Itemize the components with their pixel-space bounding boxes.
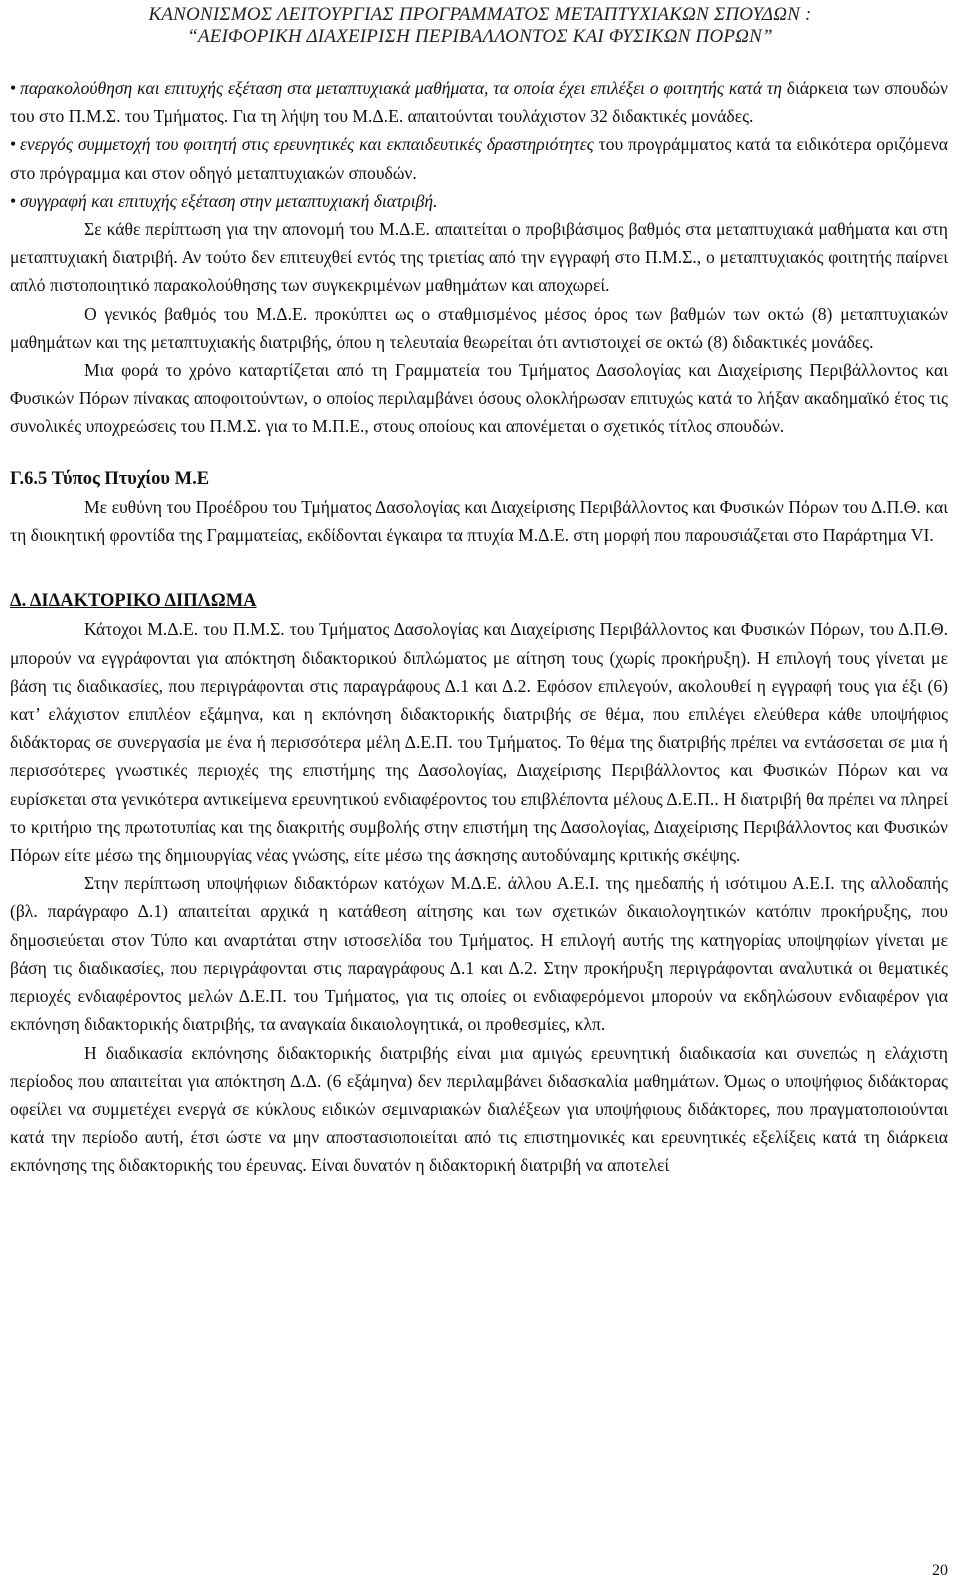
bullet-item: • παρακολούθηση και επιτυχής εξέταση στα μεταπτυχιακά μαθήματα, τα οποία έχει επιλέξει ο φοιτητής κατά τη διάρκεια των σπουδών του στο Π.Μ.Σ. του Τμήματος. Για τη λήψη του Μ.Δ.Ε. απαιτούνται τουλάχιστον 32 διδακτικές μονάδες. bbox=[10, 78, 948, 127]
bullet-item: • ενεργός συμμετοχή του φοιτητή στις ερευνητικές και εκπαιδευτικές δραστηριότητες του προγράμματος κατά τα ειδικότερα οριζόμενα στο πρόγραμμα και στον οδηγό μεταπτυχιακών σπουδών. bbox=[10, 134, 948, 183]
running-header bbox=[40, 4, 920, 48]
document-body bbox=[10, 74, 948, 1180]
paragraph: Ο γενικός βαθμός του Μ.Δ.Ε. προκύπτει ως ο σταθμισμένος μέσος όρος των βαθμών των οκτώ (8) μεταπτυχιακών μαθημάτων και της μεταπτυχιακής διατριβής, όπου η τελευταία θεωρείται ότι αντιστοιχεί σε οκτώ (8) διδακτικές μονάδες. bbox=[10, 303, 948, 352]
paragraph: Η διαδικασία εκπόνησης διδακτορικής διατριβής είναι μια αμιγώς ερευνητική διαδικασία και συνεπώς η ελάχιστη περίοδος που απαιτείται για απόκτηση Δ.Δ. (6 εξάμηνα) δεν περιλαμβάνει διδασκαλία μαθημάτων. Όμως ο υποψήφιος διδάκτορας οφείλει να συμμετέχει ενεργά σε κύκλους ειδικών σεμιναριακών διαλέξεων για υποψήφιους διδάκτορες, που πραγματοποιούνται κατά την περίοδο αυτή, έτσι ώστε να μην αποστασιοποιείται από τις επιστημονικές και ερευνητικές εξελίξεις κατά τη διάρκεια εκπόνησης της διδακτορικής του έρευνας. Είναι δυνατόν η διδακτορική διατριβή να αποτελεί bbox=[10, 1042, 948, 1176]
section-heading-g65: Γ.6.5 Τύπος Πτυχίου Μ.Ε bbox=[10, 468, 210, 489]
page-number: 20 bbox=[932, 1562, 948, 1579]
paragraph: Στην περίπτωση υποψήφιων διδακτόρων κατόχων Μ.Δ.Ε. άλλου Α.Ε.Ι. της ημεδαπής ή ισότιμου Α.Ε.Ι. της αλλοδαπής (βλ. παράγραφο Δ.1) απαιτείται αρχικά η κατάθεση αίτησης και των σχετικών δικαιολογητικών κατόπιν προκήρυξης, που δημοσιεύεται στον Τύπο και αναρτάται στην ιστοσελίδα του Τμήματος. Η επιλογή αυτής της κατηγορίας υποψηφίων γίνεται με βάση τις διαδικασίες, που περιγράφονται στις παραγράφους Δ.1 και Δ.2. Στην προκήρυξη περιγράφονται αναλυτικά οι θεματικές περιοχές ενδιαφέροντος μελών Δ.Ε.Π. του Τμήματος, για τις οποίες οι ενδιαφερόμενοι μπορούν να εκδηλώσουν ενδιαφέρον για εκπόνηση διδακτορικής διατριβής, τα αναγκαία δικαιολογητικά, οι προθεσμίες, κλπ. bbox=[10, 873, 948, 1035]
header-line-1: ΚΑΝΟΝΙΣΜΟΣ ΛΕΙΤΟΥΡΓΙΑΣ ΠΡΟΓΡΑΜΜΑΤΟΣ ΜΕΤΑΠΤΥΧΙΑΚΩΝ ΣΠΟΥΔΩΝ : bbox=[148, 4, 812, 25]
section-heading-d: Δ. ΔΙΔΑΚΤΟΡΙΚΟ ΔΙΠΛΩΜΑ bbox=[10, 591, 257, 612]
paragraph: Μια φορά το χρόνο καταρτίζεται από τη Γραμματεία του Τμήματος Δασολογίας και Διαχείρισης Περιβάλλοντος και Φυσικών Πόρων πίνακας αποφοιτούντων, ο οποίος περιλαμβάνει όσους ολοκλήρωσαν επιτυχώς κατά το λήξαν ακαδημαϊκό έτος τις συνολικές υποχρεώσεις του Π.Μ.Σ. για το Μ.Π.Ε., στους οποίους και απονέμεται ο σχετικός τίτλος σπουδών. bbox=[10, 360, 948, 437]
paragraph: Κάτοχοι Μ.Δ.Ε. του Π.Μ.Σ. του Τμήματος Δασολογίας και Διαχείρισης Περιβάλλοντος και Φυσικών Πόρων, του Δ.Π.Θ. μπορούν να εγγράφονται για απόκτηση διδακτορικού διπλώματος με αίτηση τους (χωρίς προκήρυξη). Η επιλογή τους γίνεται με βάση τις διαδικασίες, που περιγράφονται στις παραγράφους Δ.1 και Δ.2. Εφόσον επιλεγούν, ακολουθεί η εγγραφή τους για έξι (6) κατ’ ελάχιστον επιπλέον εξάμηνα, και η εκπόνηση διδακτορικής διατριβής σε θέμα, που επιλέγει ελεύθερα κάθε υποψήφιος διδάκτορας σε συνεργασία με ένα ή περισσότερα μέλη Δ.Ε.Π. του Τμήματος. Το θέμα της διατριβής πρέπει να εντάσσεται σε μια ή περισσότερες γνωστικές περιοχές της επιστήμης της Δασολογίας, Διαχείρισης Περιβάλλοντος και Φυσικών Πόρων και να ευρίσκεται στα γενικότερα αντικείμενα ερευνητικού ενδιαφέροντος του επιβλέποντα μέλους Δ.Ε.Π.. Η διατριβή θα πρέπει να πληρεί το κριτήριο της πρωτοτυπίας και της διακριτής συμβολής στην επιστήμη της Δασολογίας, Διαχείρισης Περιβάλλοντος και Φυσικών Πόρων είτε μέσω της δημιουργίας νέας γνώσης, είτε μέσω της άσκησης αυτοδύναμης κριτικής σκέψης. bbox=[10, 619, 948, 866]
header-line-2: “ΑΕΙΦΟΡΙΚΗ ΔΙΑΧΕΙΡΙΣΗ ΠΕΡΙΒΑΛΛΟΝΤΟΣ ΚΑΙ ΦΥΣΙΚΩΝ ΠΟΡΩΝ” bbox=[187, 26, 773, 47]
paragraph: Σε κάθε περίπτωση για την απονομή του Μ.Δ.Ε. απαιτείται ο προβιβάσιμος βαθμός στα μεταπτυχιακά μαθήματα και στη μεταπτυχιακή διατριβή. Αν τούτο δεν επιτευχθεί εντός της τριετίας από την εγγραφή στο Π.Μ.Σ., ο μεταπτυχιακός φοιτητής παίρνει απλό πιστοποιητικό παρακολούθησης των συγκεκριμένων μαθημάτων και αποχωρεί. bbox=[10, 219, 948, 296]
bullet-item: • συγγραφή και επιτυχής εξέταση στην μεταπτυχιακή διατριβή. bbox=[10, 190, 438, 211]
paragraph: Με ευθύνη του Προέδρου του Τμήματος Δασολογίας και Διαχείρισης Περιβάλλοντος και Φυσικών Πόρων του Δ.Π.Θ. και τη διοικητική φροντίδα της Γραμματείας, εκδίδονται έγκαιρα τα πτυχία Μ.Δ.Ε. στη μορφή που παρουσιάζεται στο Παράρτημα VI. bbox=[10, 496, 948, 546]
